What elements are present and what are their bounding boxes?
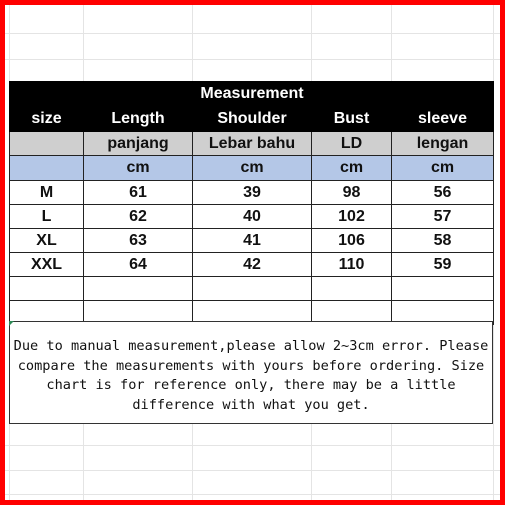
empty-row bbox=[10, 277, 494, 301]
title-row bbox=[10, 82, 494, 107]
bust-cell: 106 bbox=[312, 229, 392, 253]
header-row bbox=[10, 107, 494, 132]
sleeve-cell: 58 bbox=[392, 229, 494, 253]
table-row bbox=[10, 253, 494, 277]
bust-cell: 98 bbox=[312, 181, 392, 205]
sleeve-cell: 56 bbox=[392, 181, 494, 205]
bust-cell: 110 bbox=[312, 253, 392, 277]
measurement-note bbox=[9, 321, 493, 424]
length-cell: 61 bbox=[84, 181, 193, 205]
unit-size bbox=[10, 156, 84, 181]
unit-sleeve: cm bbox=[392, 156, 494, 181]
table-title: Measurement bbox=[193, 82, 312, 107]
shoulder-cell: 42 bbox=[193, 253, 312, 277]
note-line: difference with what you get. bbox=[132, 396, 370, 413]
subheader-row bbox=[10, 132, 494, 156]
header-length: Length bbox=[84, 107, 193, 132]
header-sleeve: sleeve bbox=[392, 107, 494, 132]
subheader-length: panjang bbox=[84, 132, 193, 156]
size-cell: XL bbox=[10, 229, 84, 253]
note-line: compare the measurements with yours before ordering. Size bbox=[17, 357, 485, 374]
length-cell: 63 bbox=[84, 229, 193, 253]
note-line: Due to manual measurement,please allow 2~3cm error. Please bbox=[13, 338, 489, 354]
size-cell: XXL bbox=[10, 253, 84, 277]
table-row bbox=[10, 181, 494, 205]
shoulder-cell: 41 bbox=[193, 229, 312, 253]
subheader-shoulder: Lebar bahu bbox=[193, 132, 312, 156]
table-row bbox=[10, 205, 494, 229]
unit-shoulder: cm bbox=[193, 156, 312, 181]
sleeve-cell: 59 bbox=[392, 253, 494, 277]
sleeve-cell: 57 bbox=[392, 205, 494, 229]
note-line: chart is for reference only, there may be a little bbox=[46, 377, 456, 393]
unit-bust: cm bbox=[312, 156, 392, 181]
comment-marker-icon bbox=[9, 321, 14, 326]
size-cell: M bbox=[10, 181, 84, 205]
bust-cell: 102 bbox=[312, 205, 392, 229]
subheader-sleeve: lengan bbox=[392, 132, 494, 156]
unit-length: cm bbox=[84, 156, 193, 181]
header-size: size bbox=[10, 107, 84, 132]
subheader-size bbox=[10, 132, 84, 156]
size-chart-table bbox=[9, 81, 494, 325]
shoulder-cell: 39 bbox=[193, 181, 312, 205]
size-cell: L bbox=[10, 205, 84, 229]
length-cell: 64 bbox=[84, 253, 193, 277]
table-row bbox=[10, 229, 494, 253]
length-cell: 62 bbox=[84, 205, 193, 229]
subheader-bust: LD bbox=[312, 132, 392, 156]
header-bust: Bust bbox=[312, 107, 392, 132]
header-shoulder: Shoulder bbox=[193, 107, 312, 132]
shoulder-cell: 40 bbox=[193, 205, 312, 229]
unit-row bbox=[10, 156, 494, 181]
